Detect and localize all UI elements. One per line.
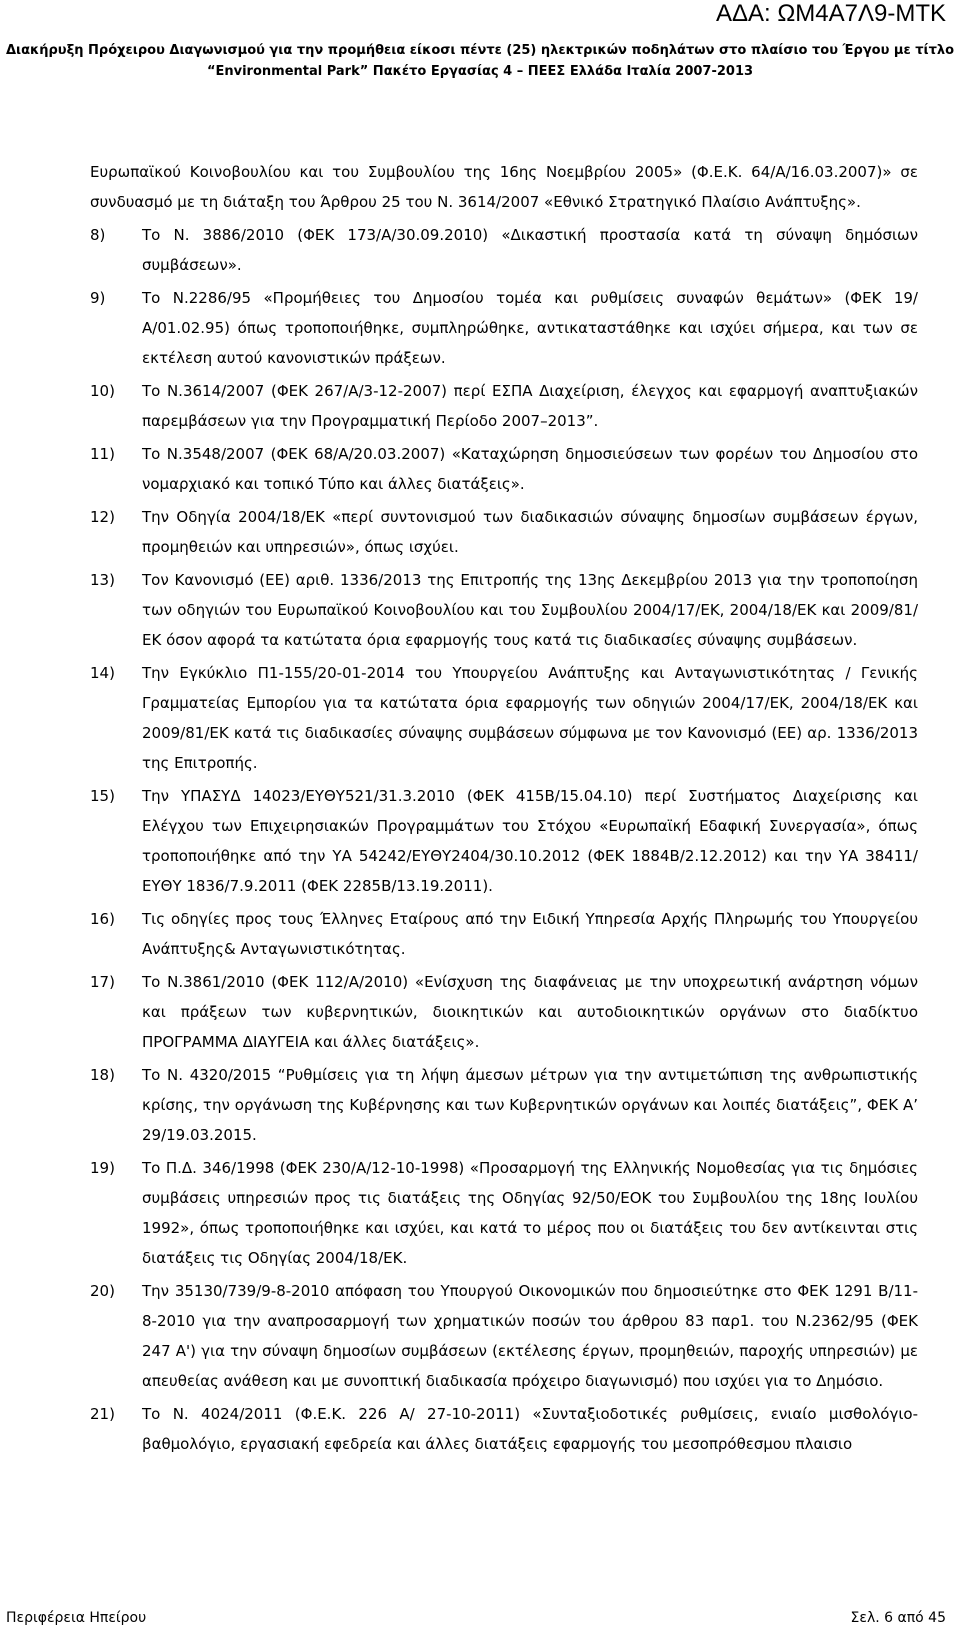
- list-item-text: Το Ν. 4320/2015 “Ρυθμίσεις για τη λήψη άμεσων μέτρων για την αντιμετώπιση της ανθρωπιστικής κρίσης, την οργάνωση της Κυβέρνησης και των Κυβερνητικών οργάνων και λοιπές διατάξεις”, ΦΕΚ Α’ 29/19.03.2015.: [142, 1066, 918, 1144]
- list-item-text: Το Ν.3614/2007 (ΦΕΚ 267/Α/3-12-2007) περί ΕΣΠΑ Διαχείριση, έλεγχος και εφαρμογή αναπτυξιακών παρεμβάσεων για την Προγραμματική Περίοδο 2007–2013”.: [142, 382, 918, 430]
- list-item-text: Το Ν.3548/2007 (ΦΕΚ 68/Α/20.03.2007) «Καταχώρηση δημοσιεύσεων των φορέων του Δημοσίου στο νομαρχιακό και τοπικό Τύπο και άλλες διατάξεις».: [142, 445, 918, 493]
- list-item: [90, 658, 918, 778]
- footer-page-number: Σελ. 6 από 45: [850, 1610, 946, 1626]
- list-item: [90, 1060, 918, 1150]
- ada-code: ΑΔΑ: ΩΜ4Α7Λ9-ΜΤΚ: [715, 0, 946, 27]
- list-item-number: 16): [90, 910, 115, 928]
- list-item-text: Το Ν. 3886/2010 (ΦΕΚ 173/Α/30.09.2010) «Δικαστική προστασία κατά τη σύναψη δημόσιων συμβάσεων».: [142, 226, 918, 274]
- list-item-text: Το Ν. 4024/2011 (Φ.Ε.Κ. 226 Α/ 27-10-2011) «Συνταξιοδοτικές ρυθμίσεις, ενιαίο μισθολόγιο-βαθμολόγιο, εργασιακή εφεδρεία και άλλες διατάξεις εφαρμογής του μεσοπρόθεσμου πλαισιο: [142, 1405, 918, 1453]
- list-item: [90, 967, 918, 1057]
- list-item-text: Το Π.Δ. 346/1998 (ΦΕΚ 230/Α/12-10-1998) «Προσαρμογή της Ελληνικής Νομοθεσίας για τις δημόσιες συμβάσεις υπηρεσιών προς τις διατάξεις της Οδηγίας 92/50/ΕΟΚ του Συμβουλίου της 18ης Ιουλίου 1992», όπως τροποποιήθηκε και ισχύει, και κατά το μέρος που οι διατάξεις του δεν αντίκεινται στις διατάξεις τις Οδηγίας 2004/18/ΕΚ.: [142, 1159, 918, 1267]
- list-item-number: 13): [90, 571, 115, 589]
- list-item-number: 20): [90, 1282, 115, 1300]
- list-item: [90, 1153, 918, 1273]
- list-item: [90, 1399, 918, 1459]
- list-item: [90, 781, 918, 901]
- list-item-text: Την 35130/739/9-8-2010 απόφαση του Υπουργού Οικονομικών που δημοσιεύτηκε στο ΦΕΚ 1291 Β/11-8-2010 για την αναπροσαρμογή των χρηματικών ποσών του άρθρου 83 παρ1. του Ν.2362/95 (ΦΕΚ 247 Α') για την σύναψη δημοσίων συμβάσεων (εκτέλεσης έργων, προμηθειών, παροχής υπηρεσιών) με απευθείας ανάθεση και με συνοπτική διαδικασία πρόχειρο διαγωνισμό) που ισχύει για το Δημόσιο.: [142, 1282, 918, 1390]
- list-item-number: 19): [90, 1159, 115, 1177]
- list-item-number: 10): [90, 382, 115, 400]
- header-line-1: Διακήρυξη Πρόχειρου Διαγωνισμού για την προμήθεια είκοσι πέντε (25) ηλεκτρικών ποδηλάτων στο πλαίσιο του Έργου με τίτλο: [5, 43, 955, 58]
- list-item-number: 8): [90, 226, 106, 244]
- document-body: [78, 157, 918, 1462]
- list-item-text: Το Ν.3861/2010 (ΦΕΚ 112/Α/2010) «Ενίσχυση της διαφάνειας με την υποχρεωτική ανάρτηση νόμων και πράξεων των κυβερνητικών, διοικητικών και αυτοδιοικητικών οργάνων στο διαδίκτυο ΠΡΟΓΡΑΜΜΑ ΔΙΑΥΓΕΙΑ και άλλες διατάξεις».: [142, 973, 918, 1051]
- list-item-number: 18): [90, 1066, 115, 1084]
- list-item: [90, 1276, 918, 1396]
- list-item-number: 11): [90, 445, 115, 463]
- list-item: [90, 283, 918, 373]
- footer-region: Περιφέρεια Ηπείρου: [6, 1610, 147, 1626]
- header-line-2: “Environmental Park” Πακέτο Εργασίας 4 – ΠΕΕΣ Ελλάδα Ιταλία 2007-2013: [206, 64, 754, 79]
- list-item-text: Την Οδηγία 2004/18/ΕΚ «περί συντονισμού των διαδικασιών σύναψης δημοσίων συμβάσεων έργων, προμηθειών και υπηρεσιών», όπως ισχύει.: [142, 508, 918, 556]
- list-item-text: Τον Κανονισμό (ΕΕ) αριθ. 1336/2013 της Επιτροπής της 13ης Δεκεμβρίου 2013 για την τροποποίηση των οδηγιών του Ευρωπαϊκού Κοινοβουλίου και του Συμβουλίου 2004/17/ΕΚ, 2004/18/ΕΚ και 2009/81/ΕΚ όσον αφορά τα κατώτατα όρια εφαρμογής τους κατά τις διαδικασίες σύναψης συμβάσεων.: [142, 571, 918, 649]
- list-item-number: 12): [90, 508, 115, 526]
- list-item: [90, 439, 918, 499]
- list-item: [90, 376, 918, 436]
- list-item: [90, 220, 918, 280]
- continuation-paragraph: Ευρωπαϊκού Κοινοβουλίου και του Συμβουλίου της 16ης Νοεμβρίου 2005» (Φ.Ε.Κ. 64/Α/16.03.2007)» σε συνδυασμό με τη διάταξη του Άρθρου 25 του Ν. 3614/2007 «Εθνικό Στρατηγικό Πλαίσιο Ανάπτυξης».: [90, 163, 918, 211]
- list-item-text: Την Εγκύκλιο Π1-155/20-01-2014 του Υπουργείου Ανάπτυξης και Ανταγωνιστικότητας / Γενικής Γραμματείας Εμπορίου για τα κατώτατα όρια εφαρμογής των οδηγιών 2004/17/ΕΚ, 2004/18/ΕΚ και 2009/81/ΕΚ κατά τις διαδικασίες σύναψης συμβάσεων σύμφωνα με τον Κανονισμό (ΕΕ) αρ. 1336/2013 της Επιτροπής.: [142, 664, 918, 772]
- list-item-number: 21): [90, 1405, 115, 1423]
- list-item-number: 9): [90, 289, 106, 307]
- list-item-number: 15): [90, 787, 115, 805]
- list-item-number: 14): [90, 664, 115, 682]
- list-item: [90, 565, 918, 655]
- list-item-text: Τις οδηγίες προς τους Έλληνες Εταίρους από την Ειδική Υπηρεσία Αρχής Πληρωμής του Υπουργείου Ανάπτυξης& Ανταγωνιστικότητας.: [142, 910, 918, 958]
- numbered-list: [78, 220, 918, 1459]
- list-item: [90, 904, 918, 964]
- list-item: [90, 502, 918, 562]
- list-item-text: Την ΥΠΑΣΥΔ 14023/ΕΥΘΥ521/31.3.2010 (ΦΕΚ 415Β/15.04.10) περί Συστήματος Διαχείρισης και Ελέγχου των Επιχειρησιακών Προγραμμάτων του Στόχου «Ευρωπαϊκή Εδαφική Συνεργασία», όπως τροποποιήθηκε από την ΥΑ 54242/ΕΥΘΥ2404/30.10.2012 (ΦΕΚ 1884Β/2.12.2012) και την ΥΑ 38411/ΕΥΘΥ 1836/7.9.2011 (ΦΕΚ 2285Β/13.19.2011).: [142, 787, 918, 895]
- list-item-number: 17): [90, 973, 115, 991]
- document-header: [0, 40, 960, 82]
- list-item-text: Το Ν.2286/95 «Προμήθειες του Δημοσίου τομέα και ρυθμίσεις συναφών θεμάτων» (ΦΕΚ 19/Α/01.02.95) όπως τροποποιήθηκε, συμπληρώθηκε, αντικαταστάθηκε και ισχύει σήμερα, και των σε εκτέλεση αυτού κανονιστικών πράξεων.: [142, 289, 918, 367]
